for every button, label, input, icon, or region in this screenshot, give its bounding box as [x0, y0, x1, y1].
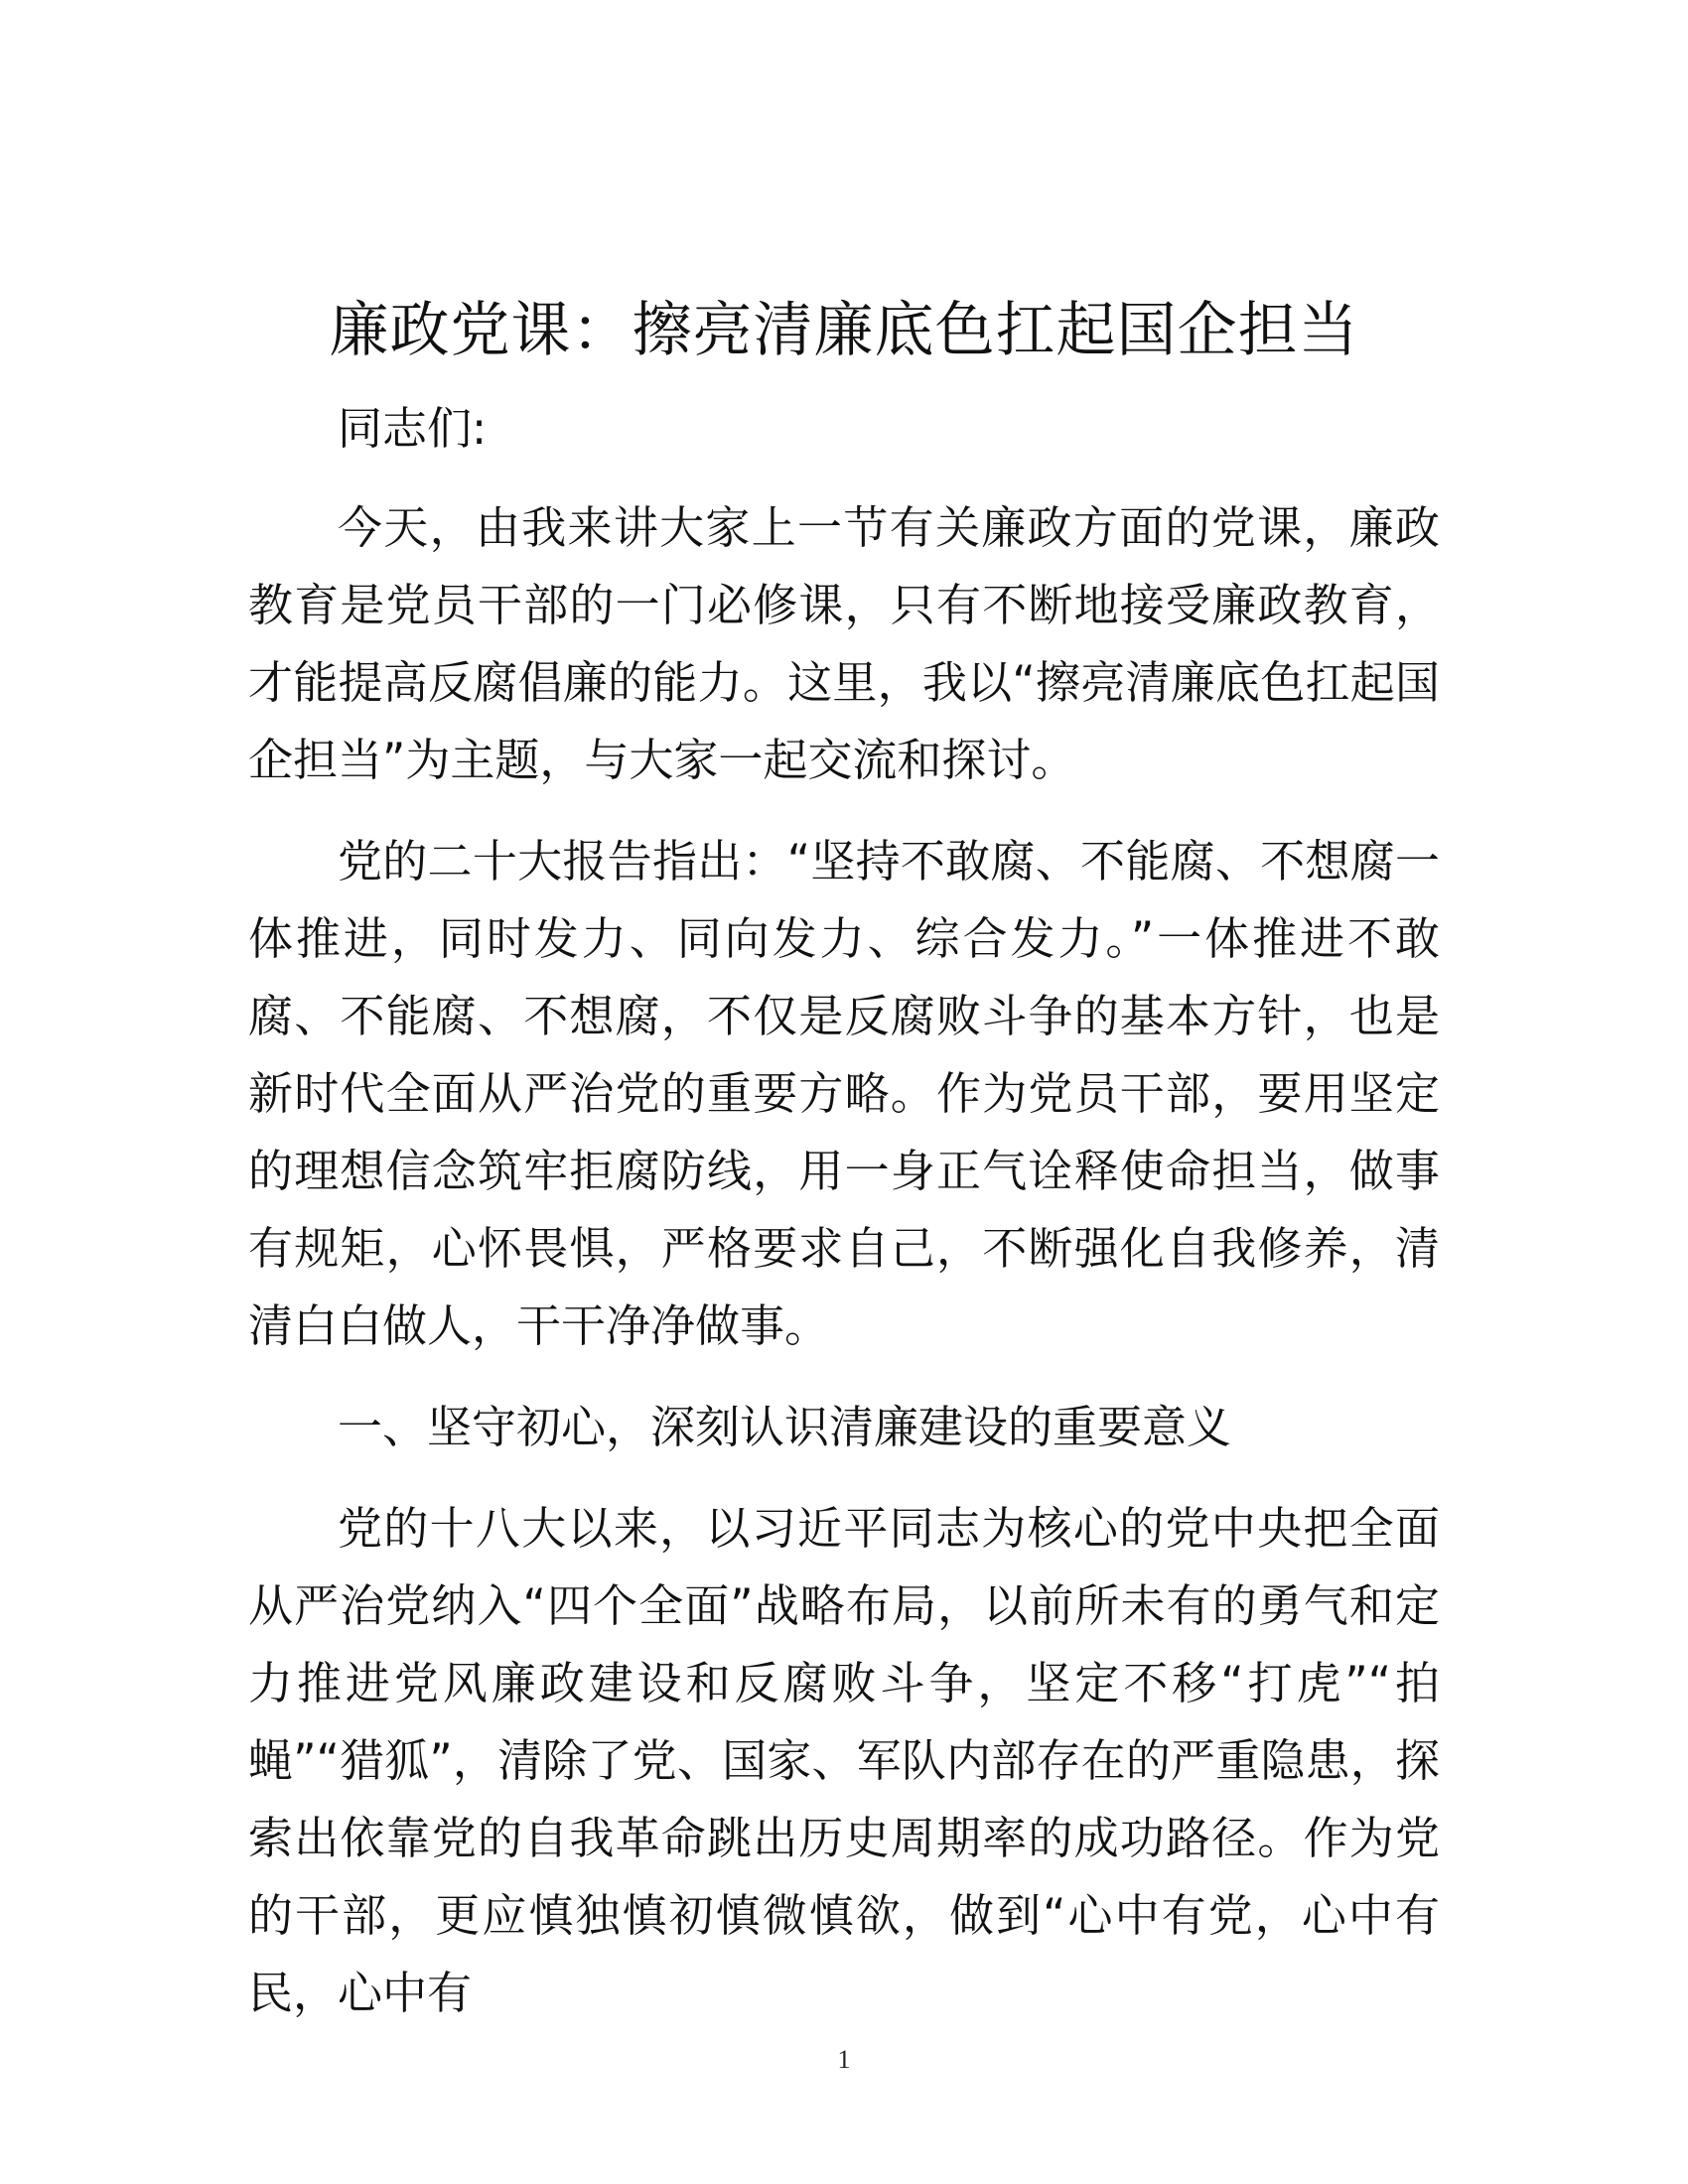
report-quote-paragraph: 党的二十大报告指出：“坚持不敢腐、不能腐、不想腐一体推进，同时发力、同向发力、综合发力。”一体推进不敢腐、不能腐、不想腐，不仅是反腐败斗争的基本方针，也是新时代全面从严治党的重要方略。作为党员干部，要用坚定的理想信念筑牢拒腐防线，用一身正气诠释使命担当，做事有规矩，心怀畏惧，严格要求自己，不断强化自我修养，清清白白做人，干干净净做事。 — [248, 835, 1440, 1352]
intro-paragraph: 今天，由我来讲大家上一节有关廉政方面的党课，廉政教育是党员干部的一门必修课，只有不断地接受廉政教育，才能提高反腐倡廉的能力。这里，我以“擦亮清廉底色扛起国企担当”为主题，与大家一起交流和探讨。 — [248, 501, 1440, 786]
salutation-paragraph: 同志们: — [338, 402, 488, 455]
section-heading-1: 一、坚守初心，深刻认识清廉建设的重要意义 — [338, 1401, 1232, 1453]
section-1-paragraph: 党的十八大以来，以习近平同志为核心的党中央把全面从严治党纳入“四个全面”战略布局，以前所未有的勇气和定力推进党风廉政建设和反腐败斗争，坚定不移“打虎”“拍蝇”“猎狐”，清除了党、国家、军队内部存在的严重隐患，探索出依靠党的自我革命跳出历史周期率的成功路径。作为党的干部，更应慎独慎初慎微慎欲，做到“心中有党，心中有民，心中有 — [248, 1502, 1440, 2019]
document-title: 廉政党课：擦亮清廉底色扛起国企担当 — [329, 296, 1359, 365]
page-number: 1 — [837, 2045, 851, 2074]
document-body — [248, 390, 1440, 2056]
